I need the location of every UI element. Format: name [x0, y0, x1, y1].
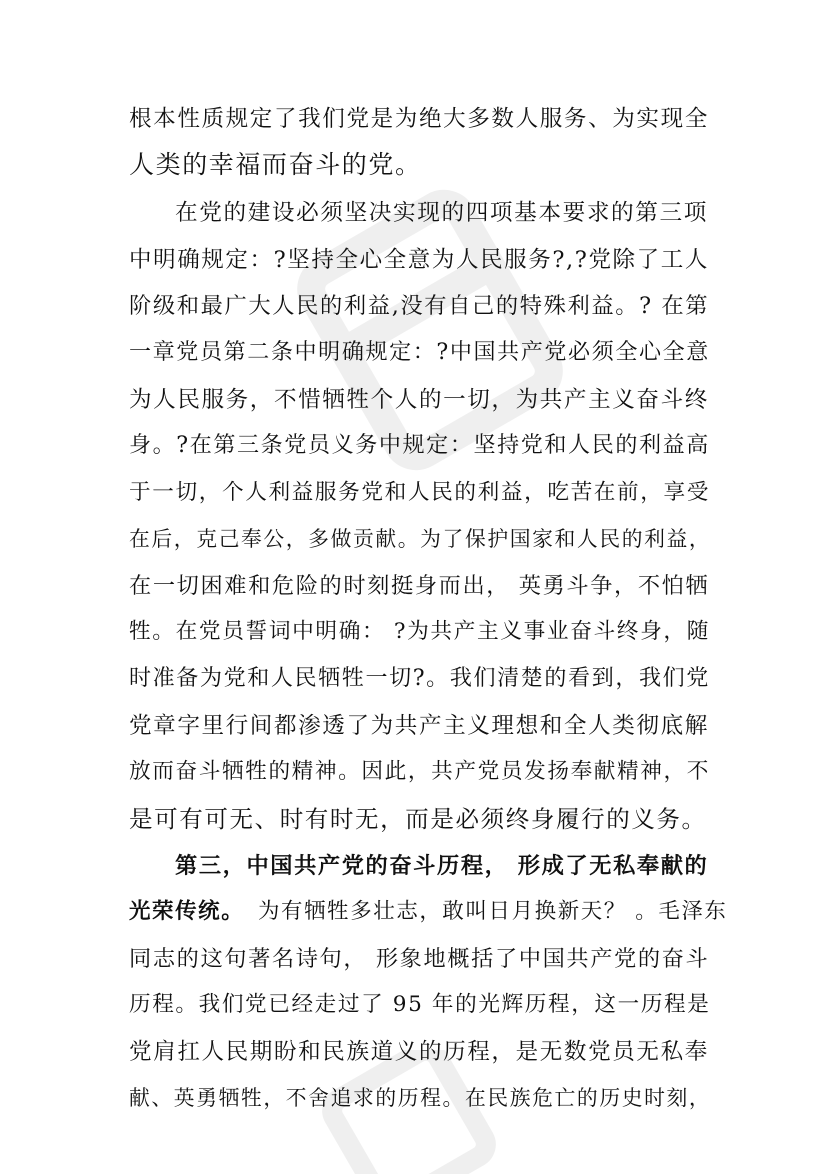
text-segment: 是可有可无、时有时无，而是必须终身履行的义务。: [129, 805, 707, 833]
text-line: [0, 426, 830, 466]
text-segment: 于一切，个人利益服务党和人民的利益，吃苦在前，享受: [129, 480, 711, 505]
text-line: [0, 333, 830, 373]
text-line: [0, 519, 830, 559]
text-line: [0, 752, 830, 792]
text-line: [0, 939, 830, 979]
text-line: [0, 380, 830, 420]
text-line: [0, 1032, 830, 1072]
text-segment: 中明确规定：?坚持全心全意为人民服务?,?党除了工人: [129, 247, 709, 273]
text-line: [0, 846, 830, 886]
section-heading: 第三，中国共产党的奋斗历程， 形成了无私奉献的: [175, 853, 709, 879]
text-segment: 党肩扛人民期盼和民族道义的历程，是无数党员无私奉: [129, 1039, 709, 1065]
text-segment: 根本性质规定了我们党是为绝大多数人服务、为实现全: [129, 106, 709, 132]
text-line: [0, 193, 830, 233]
text-line: [0, 706, 830, 746]
text-segment: 历程。我们党已经走过了 95 年的光辉历程，这一历程是: [129, 992, 711, 1017]
section-heading-continued: 光荣传统。: [129, 899, 245, 924]
text-segment: 在党的建设必须坚决实现的四项基本要求的第三项: [175, 200, 708, 226]
text-segment: 阶级和最广大人民的利益,没有自己的特殊利益。? 在第: [129, 293, 710, 319]
text-line: [0, 566, 830, 606]
text-segment: 时准备为党和人民牺牲一切?。我们清楚的看到，我们党: [129, 666, 710, 691]
text-line: [0, 985, 830, 1025]
text-segment: 人类的幸福而奋斗的党。: [129, 150, 422, 179]
text-line: [0, 612, 830, 652]
text-line: [0, 145, 830, 185]
text-line: [0, 1078, 830, 1118]
text-line: [0, 473, 830, 513]
text-segment: 党章字里行间都渗透了为共产主义理想和全人类彻底解: [129, 713, 709, 739]
text-line: [0, 799, 830, 839]
text-segment: 在一切困难和危险的时刻挺身而出， 英勇斗争，不怕牺: [129, 573, 710, 599]
text-segment: 牲。在党员誓词中明确： ?为共产主义事业奋斗终身，随: [129, 619, 711, 644]
text-line: [0, 892, 830, 932]
text-line: [0, 99, 830, 139]
text-line: [0, 659, 830, 699]
text-segment: 为有牺牲多壮志，敢叫日月换新天？ 。毛泽东: [258, 899, 728, 924]
text-segment: 献、英勇牺牲，不舍追求的历程。在民族危亡的历史时刻，: [129, 1086, 712, 1110]
text-segment: 一章党员第二条中明确规定：?中国共产党必须全心全意: [129, 340, 710, 365]
text-segment: 放而奋斗牺牲的精神。因此，共产党员发扬奉献精神，不: [129, 759, 711, 784]
text-segment: 同志的这句著名诗句， 形象地概括了中国共产党的奋斗: [129, 946, 710, 972]
text-line: [0, 286, 830, 326]
text-segment: 为人民服务，不惜牺牲个人的一切，为共产主义奋斗终: [129, 387, 709, 413]
text-segment: 身。?在第三条党员义务中规定：坚持党和人民的利益高: [129, 433, 710, 458]
text-segment: 在后，克己奉公，多做贡献。为了保护国家和人民的利益，: [129, 527, 712, 551]
text-line: [0, 240, 830, 280]
